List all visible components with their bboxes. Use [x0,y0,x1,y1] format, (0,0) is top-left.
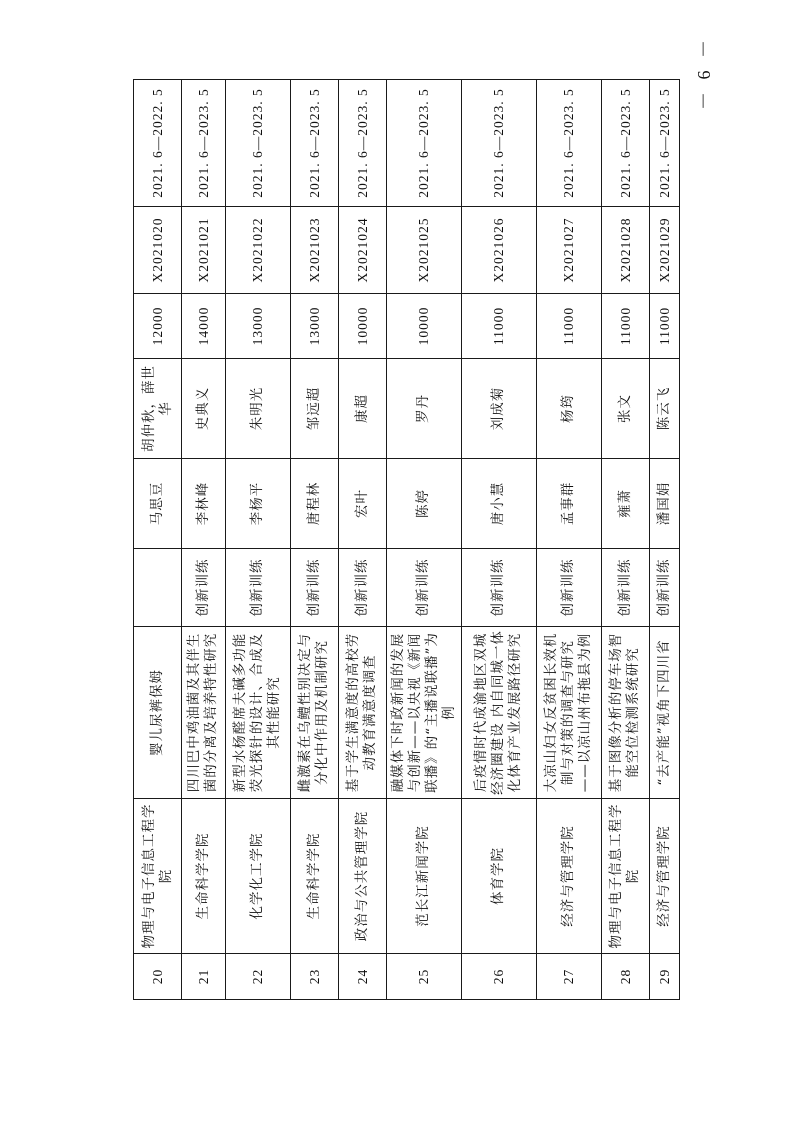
code-cell: X2021028 [601,207,649,294]
period-cell: 2021. 6—2022. 5 [134,80,182,207]
leader-cell: 李杨平 [225,459,290,549]
type-cell: 创新训练 [290,549,338,627]
college-cell: 生命科学学院 [290,799,338,954]
code-cell: X2021027 [536,207,601,294]
code-cell: X2021020 [134,207,182,294]
project-table [133,79,680,1000]
code-cell: X2021025 [386,207,461,294]
table-row [601,80,649,1000]
title-cell: 基于学生满意度的高校劳动教育满意度调查 [338,627,386,799]
leader-cell: 李林峰 [182,459,226,549]
leader-cell: 马思豆 [134,459,182,549]
members-cell: 陈云飞 [649,359,679,459]
members-cell: 朱明光 [225,359,290,459]
title-cell: 新型水杨醛席夫碱多功能荧光探针的设计、合成及其性能研究 [225,627,290,799]
table-row [461,80,536,1000]
title-cell: 四川巴中鸡油菌及其伴生菌的分离及培养特性研究 [182,627,226,799]
code-cell: X2021023 [290,207,338,294]
period-cell: 2021. 6—2023. 5 [601,80,649,207]
type-cell: 创新训练 [182,549,226,627]
leader-cell: 陈婷 [386,459,461,549]
type-cell: 创新训练 [338,549,386,627]
table-body [134,80,680,1000]
funding-cell: 14000 [182,294,226,359]
members-cell: 张文 [601,359,649,459]
funding-cell: 11000 [461,294,536,359]
members-cell: 胡仲秋，薛世华 [134,359,182,459]
college-cell: 范长江新闻学院 [386,799,461,954]
row-number: 24 [338,954,386,1000]
title-cell: “去产能”视角下四川省 [649,627,679,799]
period-cell: 2021. 6—2023. 5 [338,80,386,207]
period-cell: 2021. 6—2023. 5 [649,80,679,207]
members-cell: 杨筠 [536,359,601,459]
table-row [338,80,386,1000]
code-cell: X2021024 [338,207,386,294]
period-cell: 2021. 6—2023. 5 [386,80,461,207]
leader-cell: 雍萧 [601,459,649,549]
row-number: 26 [461,954,536,1000]
row-number: 23 [290,954,338,1000]
funding-cell: 10000 [386,294,461,359]
members-cell: 史典义 [182,359,226,459]
college-cell: 物理与电子信息工程学院 [601,799,649,954]
table-row [649,80,679,1000]
period-cell: 2021. 6—2023. 5 [225,80,290,207]
type-cell: 创新训练 [536,549,601,627]
college-cell: 经济与管理学院 [536,799,601,954]
row-number: 21 [182,954,226,1000]
period-cell: 2021. 6—2023. 5 [290,80,338,207]
table-row [134,80,182,1000]
table-row [225,80,290,1000]
funding-cell: 11000 [601,294,649,359]
code-cell: X2021029 [649,207,679,294]
code-cell: X2021022 [225,207,290,294]
title-cell: 融媒体下时政新闻的发展与创新——以央视《新闻联播》的“主播说联播”为例 [386,627,461,799]
title-cell: 大凉山妇女反贫困长效机制与对策的调查与研究——以凉山州布拖县为例 [536,627,601,799]
funding-cell: 11000 [649,294,679,359]
funding-cell: 10000 [338,294,386,359]
leader-cell: 唐小慧 [461,459,536,549]
college-cell: 体育学院 [461,799,536,954]
college-cell: 政治与公共管理学院 [338,799,386,954]
table-row [290,80,338,1000]
title-cell: 婴儿尿裤保姆 [134,627,182,799]
table-row [536,80,601,1000]
members-cell: 康超 [338,359,386,459]
row-number: 28 [601,954,649,1000]
type-cell: 创新训练 [386,549,461,627]
funding-cell: 11000 [536,294,601,359]
table-row [182,80,226,1000]
type-cell: 创新训练 [649,549,679,627]
type-cell: 创新训练 [461,549,536,627]
college-cell: 物理与电子信息工程学院 [134,799,182,954]
page-number: － 6 － [694,36,714,110]
period-cell: 2021. 6—2023. 5 [182,80,226,207]
title-cell: 雌激素在乌鳢性别决定与分化中作用及机制研究 [290,627,338,799]
college-cell: 化学化工学院 [225,799,290,954]
type-cell: 创新训练 [225,549,290,627]
period-cell: 2021. 6—2023. 5 [536,80,601,207]
members-cell: 罗丹 [386,359,461,459]
funding-cell: 12000 [134,294,182,359]
college-cell: 生命科学学院 [182,799,226,954]
funding-cell: 13000 [290,294,338,359]
code-cell: X2021026 [461,207,536,294]
members-cell: 邹远超 [290,359,338,459]
members-cell: 刘成菊 [461,359,536,459]
leader-cell: 潘国娟 [649,459,679,549]
row-number: 27 [536,954,601,1000]
title-cell: 基于图像分析的停车场智能空位检测系统研究 [601,627,649,799]
row-number: 29 [649,954,679,1000]
row-number: 25 [386,954,461,1000]
leader-cell: 孟事群 [536,459,601,549]
college-cell: 经济与管理学院 [649,799,679,954]
title-cell: 后疫情时代成渝地区双城经济圈建设 内自同城一体化体育产业发展路径研究 [461,627,536,799]
type-cell: 创新训练 [601,549,649,627]
type-cell [134,549,182,627]
period-cell: 2021. 6—2023. 5 [461,80,536,207]
leader-cell: 唐程林 [290,459,338,549]
code-cell: X2021021 [182,207,226,294]
row-number: 22 [225,954,290,1000]
leader-cell: 宏叶 [338,459,386,549]
row-number: 20 [134,954,182,1000]
funding-cell: 13000 [225,294,290,359]
table-row [386,80,461,1000]
